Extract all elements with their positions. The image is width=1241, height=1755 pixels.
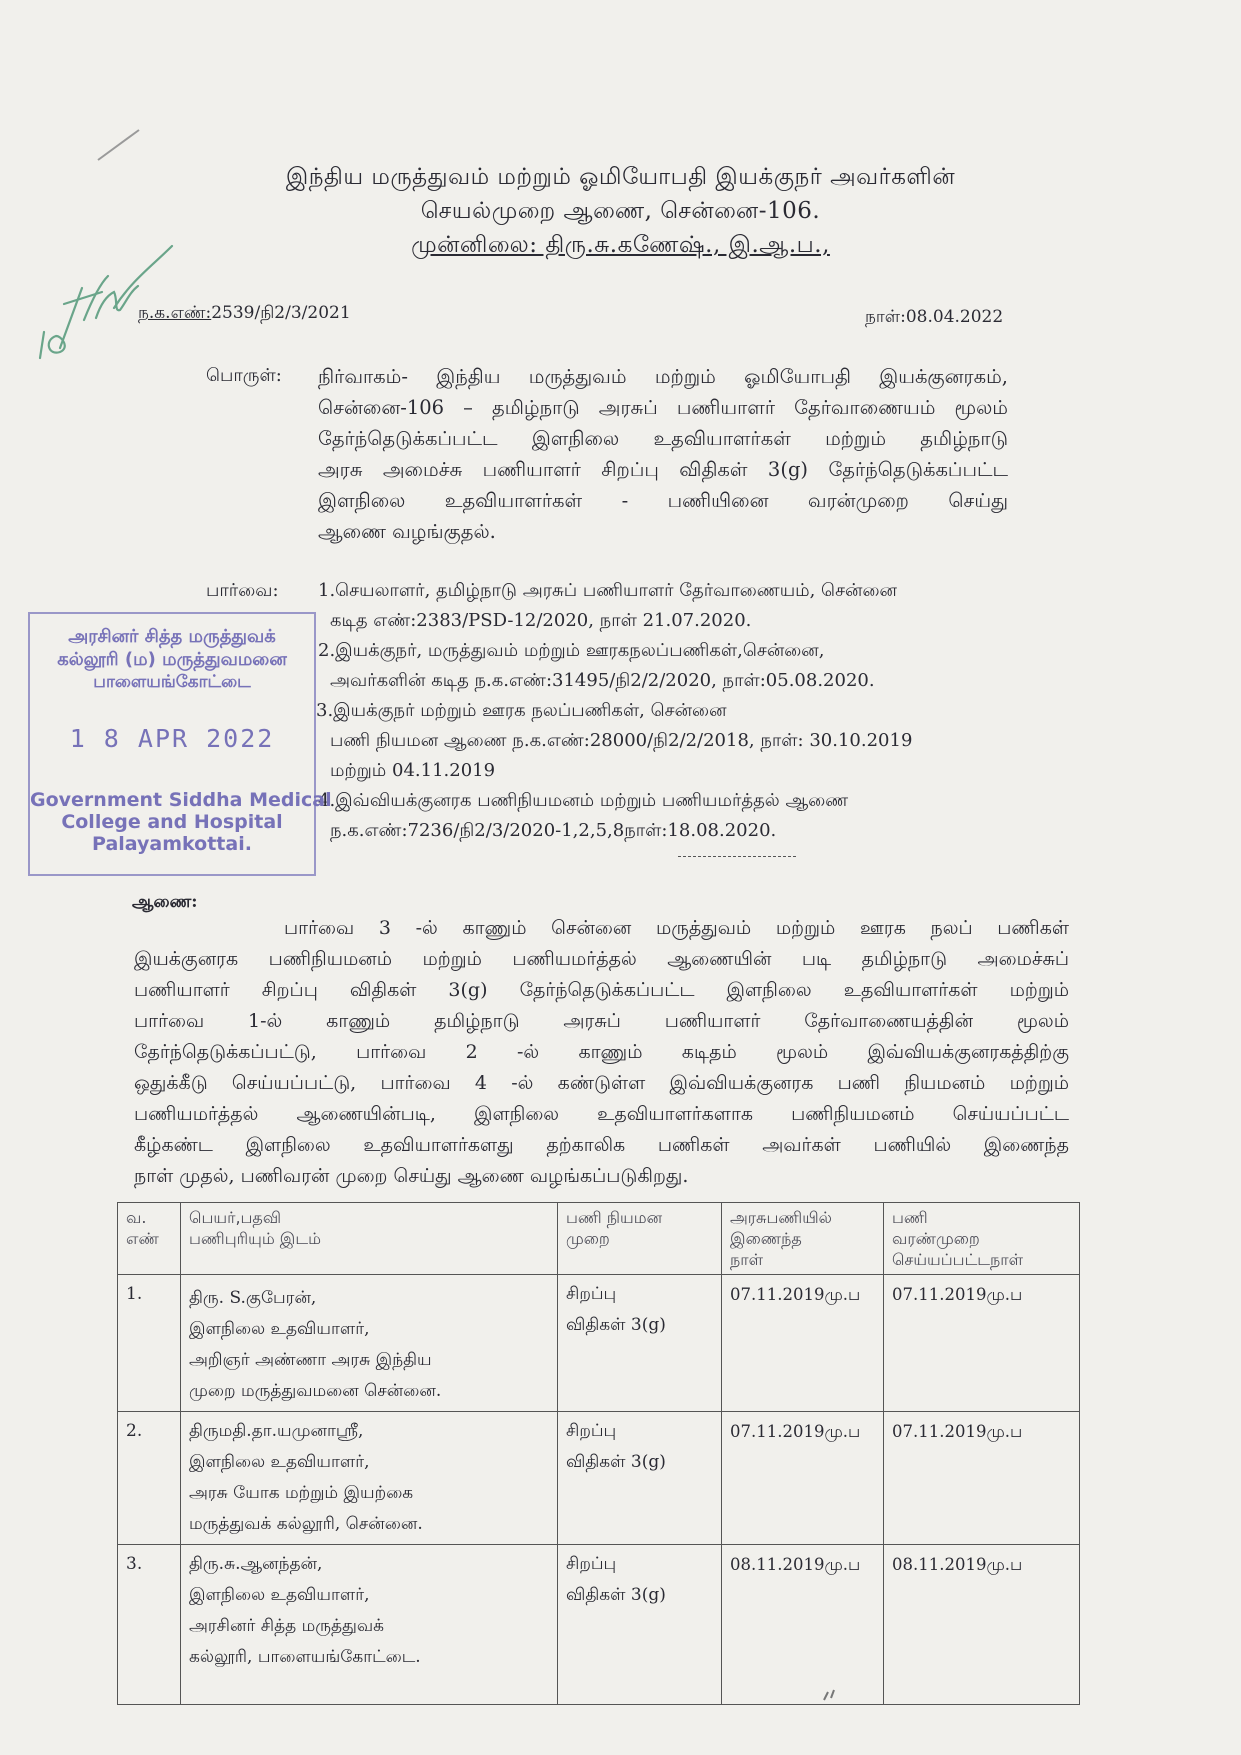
name-line: அரசு யோக மற்றும் இயற்கை xyxy=(189,1483,414,1503)
name-line: திரு. S.குபேரன், xyxy=(189,1288,317,1308)
reference-line: மற்றும் 04.11.2019 xyxy=(330,760,496,781)
separator-line xyxy=(678,856,796,857)
order-date: நாள்:08.04.2022 xyxy=(865,307,1004,327)
name-line: முறை மருத்துவமனை சென்னை. xyxy=(189,1381,442,1401)
reference-number xyxy=(138,303,351,325)
cell-joined-date: 07.11.2019மு.ப xyxy=(722,1412,884,1545)
cell-regularised-date: 07.11.2019மு.ப xyxy=(884,1275,1080,1412)
reference-line: அவர்களின் கடித ந.க.எண்:31495/நி2/2/2020, நாள்:05.08.2020. xyxy=(330,670,875,691)
order-line: பணியாளர் சிறப்பு விதிகள் 3(g) தேர்ந்தெடுக்கப்பட்ட இளநிலை உதவியாளர்கள் மற்றும் xyxy=(134,979,1069,1001)
pen-stroke-mark xyxy=(95,124,145,164)
reference-number-value: 2539/நி2/3/2021 xyxy=(211,303,351,323)
mode-line: விதிகள் 3(g) xyxy=(566,1452,666,1472)
stamp-english-line-3: Palayamkottai. xyxy=(92,833,252,855)
subject-line: தேர்ந்தெடுக்கப்பட்ட இளநிலை உதவியாளர்கள் மற்றும் தமிழ்நாடு xyxy=(318,427,1008,450)
order-line: தேர்ந்தெடுக்கப்பட்டு, பார்வை 2 -ல் காணும் கடிதம் மூலம் இவ்வியக்குனரகத்திற்கு xyxy=(134,1041,1069,1063)
header-text: முறை xyxy=(566,1229,610,1248)
order-line: கீழ்கண்ட இளநிலை உதவியாளர்களது தற்காலிக பணிகள் அவர்கள் பணியில் இணைந்த xyxy=(134,1134,1069,1156)
column-header-name xyxy=(181,1203,558,1275)
cell-joined-date: 08.11.2019மு.ப xyxy=(722,1545,884,1705)
header-text: அரசுபணியில் xyxy=(730,1208,832,1227)
order-line: இயக்குனரக பணிநியமனம் மற்றும் பணியமர்த்தல் ஆணையின் படி தமிழ்நாடு அமைச்சுப் xyxy=(134,948,1069,970)
cell-appointment-mode xyxy=(558,1275,722,1412)
mode-line: சிறப்பு xyxy=(566,1284,617,1304)
mode-line: விதிகள் 3(g) xyxy=(566,1585,666,1605)
header-text: இணைந்த xyxy=(730,1229,802,1248)
mode-line: விதிகள் 3(g) xyxy=(566,1315,666,1335)
stamp-english-line-2: College and Hospital xyxy=(61,811,283,833)
cell-appointment-mode xyxy=(558,1412,722,1545)
cell-name xyxy=(181,1545,558,1705)
staff-table xyxy=(117,1202,1080,1705)
cell-regularised-date: 08.11.2019மு.ப xyxy=(884,1545,1080,1705)
reference-line: கடித எண்:2383/PSD-12/2020, நாள் 21.07.2020. xyxy=(330,610,752,631)
reference-number-label: ந.க.எண்: xyxy=(138,303,212,323)
reference-line: பணி நியமன ஆணை ந.க.எண்:28000/நி2/2/2018, நாள்: 30.10.2019 xyxy=(330,730,913,751)
header-text: செய்யப்பட்டநாள் xyxy=(892,1250,1024,1269)
subject-line: சென்னை-106 – தமிழ்நாடு அரசுப் பணியாளர் தேர்வாணையம் மூலம் xyxy=(318,396,1008,419)
header-text: வ. xyxy=(126,1208,147,1227)
cell-appointment-mode xyxy=(558,1545,722,1705)
header-text: எண் xyxy=(126,1229,159,1248)
name-line: திருமதி.தா.யமுனாஸ்ரீ, xyxy=(189,1421,364,1441)
stamp-tamil-line-3: பாளையங்கோட்டை xyxy=(93,672,251,692)
references-label: பார்வை: xyxy=(206,580,279,601)
column-header-appointment-mode xyxy=(558,1203,722,1275)
reference-line: 3.இயக்குநர் மற்றும் ஊரக நலப்பணிகள், சென்னை xyxy=(316,700,727,721)
order-line: பணியமர்த்தல் ஆணையின்படி, இளநிலை உதவியாளர்களாக பணிநியமனம் செய்யப்பட்ட xyxy=(134,1103,1069,1125)
name-line: திரு.சு.ஆனந்தன், xyxy=(189,1554,323,1574)
order-line: நாள் முதல், பணிவரன் முறை செய்து ஆணை வழங்கப்படுகிறது. xyxy=(134,1165,689,1187)
header-text: பெயர்,பதவி xyxy=(189,1208,282,1227)
cell-joined-date: 07.11.2019மு.ப xyxy=(722,1275,884,1412)
column-header-sno xyxy=(118,1203,181,1275)
subject-line: ஆணை வழங்குதல். xyxy=(318,520,496,543)
stamp-date: 1 8 APR 2022 xyxy=(69,724,275,753)
subject-label: பொருள்: xyxy=(206,365,282,386)
subject-line: நிர்வாகம்- இந்திய மருத்துவம் மற்றும் ஓமியோபதி இயக்குனரகம், xyxy=(318,365,1008,388)
subject-line: இளநிலை உதவியாளர்கள் - பணியினை வரன்முறை செய்து xyxy=(318,489,1008,512)
column-header-regularised-date xyxy=(884,1203,1080,1275)
table-header-row xyxy=(118,1203,1080,1275)
header-line-1: இந்திய மருத்துவம் மற்றும் ஓமியோபதி இயக்குநர் அவர்களின் xyxy=(285,164,956,190)
subject-line: அரசு அமைச்சு பணியாளர் சிறப்பு விதிகள் 3(g) தேர்ந்தெடுக்கப்பட்ட xyxy=(318,458,1008,481)
mode-line: சிறப்பு xyxy=(566,1554,617,1574)
cell-name xyxy=(181,1412,558,1545)
reference-line: 2.இயக்குநர், மருத்துவம் மற்றும் ஊரகநலப்பணிகள்,சென்னை, xyxy=(318,640,825,661)
order-body xyxy=(134,913,1069,1192)
reference-line: 1.செயலாளர், தமிழ்நாடு அரசுப் பணியாளர் தேர்வாணையம், சென்னை xyxy=(318,580,897,601)
stamp-tamil-line-2: கல்லூரி (ம) மருத்துவமனை xyxy=(57,649,287,670)
order-line: ஒதுக்கீடு செய்யப்பட்டு, பார்வை 4 -ல் கண்டுள்ள இவ்வியக்குனரக பணி நியமனம் மற்றும் xyxy=(134,1072,1069,1094)
cell-sno: 2. xyxy=(118,1412,181,1545)
cell-sno: 3. xyxy=(118,1545,181,1705)
order-line: பார்வை 1-ல் காணும் தமிழ்நாடு அரசுப் பணியாளர் தேர்வாணையத்தின் மூலம் xyxy=(134,1010,1069,1032)
name-line: மருத்துவக் கல்லூரி, சென்னை. xyxy=(189,1514,423,1534)
cell-sno: 1. xyxy=(118,1275,181,1412)
reference-line: 4.இவ்வியக்குனரக பணிநியமனம் மற்றும் பணியமர்த்தல் ஆணை xyxy=(318,790,849,811)
header-text: வரண்முறை xyxy=(892,1229,980,1248)
header-text: நாள் xyxy=(730,1250,764,1269)
name-line: இளநிலை உதவியாளர், xyxy=(189,1319,370,1339)
header-text: பணிபுரியும் இடம் xyxy=(189,1229,321,1248)
table-row xyxy=(118,1275,1080,1412)
name-line: அறிஞர் அண்ணா அரசு இந்திய xyxy=(189,1350,432,1370)
cell-name xyxy=(181,1275,558,1412)
name-line: கல்லூரி, பாளையங்கோட்டை. xyxy=(189,1647,421,1667)
name-line: அரசினர் சித்த மருத்துவக் xyxy=(189,1616,385,1636)
received-stamp xyxy=(28,612,332,876)
mode-line: சிறப்பு xyxy=(566,1421,617,1441)
ink-speck-mark xyxy=(822,1688,838,1702)
subject-text xyxy=(318,361,1008,547)
table-row xyxy=(118,1412,1080,1545)
stamp-tamil-line-1: அரசினர் சித்த மருத்துவக் xyxy=(68,626,276,647)
name-line: இளநிலை உதவியாளர், xyxy=(189,1585,370,1605)
order-line: பார்வை 3 -ல் காணும் சென்னை மருத்துவம் மற்றும் ஊரக நலப் பணிகள் xyxy=(284,917,1069,939)
header-line-3: முன்னிலை: திரு.சு.கணேஷ்., இ.ஆ.ப., xyxy=(411,232,830,258)
header-text: பணி நியமன xyxy=(566,1208,663,1227)
reference-line: ந.க.எண்:7236/நி2/3/2020-1,2,5,8நாள்:18.08.2020. xyxy=(330,820,777,841)
header-line-2: செயல்முறை ஆணை, சென்னை-106. xyxy=(420,198,821,224)
header-text: பணி xyxy=(892,1208,928,1227)
order-label: ஆணை: xyxy=(132,892,198,912)
column-header-joined-date xyxy=(722,1203,884,1275)
cell-regularised-date: 07.11.2019மு.ப xyxy=(884,1412,1080,1545)
references-list xyxy=(318,576,1038,846)
name-line: இளநிலை உதவியாளர், xyxy=(189,1452,370,1472)
table-row xyxy=(118,1545,1080,1705)
stamp-english-line-1: Government Siddha Medical xyxy=(30,789,332,811)
